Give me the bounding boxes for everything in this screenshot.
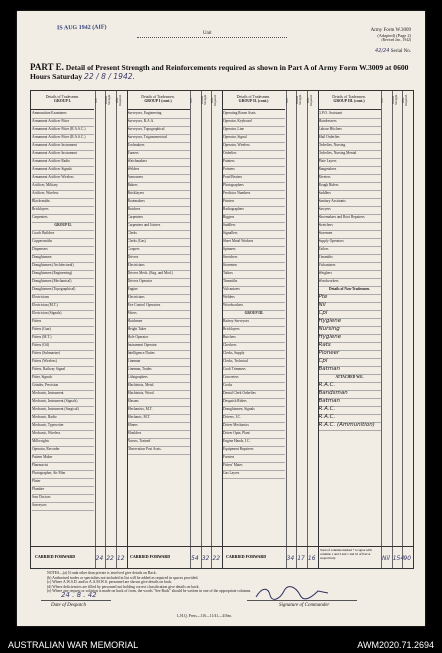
trade-row: Surveyors xyxy=(32,502,94,511)
trade-row: Operator, Wireless xyxy=(223,142,285,151)
trade-row: Mechanic, Instrument (Surgical) xyxy=(32,406,94,415)
header-posted-g2: Posted Strength. xyxy=(199,94,207,106)
header-we-g4: W.E. xyxy=(380,97,384,103)
trade-row: Clerks xyxy=(128,230,190,239)
strength-table xyxy=(30,90,414,569)
trade-row: Armament Artificer Fitter (R.A.S.C.) xyxy=(32,126,94,135)
header-rfts-g4: Rfts. Required. xyxy=(401,94,409,106)
form-title: Army Form W.3009 xyxy=(370,28,411,33)
header-group3-cont-label: GROUP III. (cont.) xyxy=(333,99,365,104)
trade-row: Riggers xyxy=(223,214,285,223)
group3-heading: GROUP III. xyxy=(223,310,285,319)
header-group1-label: GROUP I. xyxy=(54,99,71,104)
trade-row: Supply Operators xyxy=(319,238,381,247)
despatch-date: 24 . 8 . 42 xyxy=(61,591,97,599)
attached-heading: ATTACHED W.E. xyxy=(319,374,381,383)
trade-row: Stretchers xyxy=(319,222,381,231)
trade-row: Lineman xyxy=(128,358,190,367)
header-posted-g1: Posted Strength. xyxy=(104,94,112,106)
trade-row: Fitters xyxy=(128,310,190,319)
trade-row: Armourers xyxy=(128,174,190,183)
header-we-g2: W.E. xyxy=(189,97,193,103)
trade-row: Drivers Operator xyxy=(128,278,190,287)
trade-row: Pond Beaters xyxy=(223,174,285,183)
trade-row: Carpenters xyxy=(128,214,190,223)
trade-row: Sawyers xyxy=(319,206,381,215)
trade-row: Fitters (M.T.) xyxy=(32,334,94,343)
note-a: NOTES—(a) If rank other than private is involved give details on Back. xyxy=(47,571,157,575)
attached-entry: R.A.C. xyxy=(319,382,381,391)
total-g4-we: Nil xyxy=(382,555,390,562)
trade-row: Concreters xyxy=(223,374,285,383)
trade-row: Carpenters xyxy=(32,214,94,223)
trade-row: Grinder, Precision xyxy=(32,382,94,391)
trade-row: Draughtsmen, Signals xyxy=(223,406,285,415)
trade-row: Butchers xyxy=(128,206,190,215)
trade-row: Storemen xyxy=(319,230,381,239)
trade-row: Operating Room Assts. xyxy=(223,110,285,119)
caption-bar xyxy=(0,637,442,653)
trade-row: Surveyors, Engineering xyxy=(128,110,190,119)
trade-row: Vulcanizers xyxy=(223,286,285,295)
header-group2-cont xyxy=(222,91,285,110)
trade-row: Cooks xyxy=(223,382,285,391)
trade-row: Fire Control Operators xyxy=(128,302,190,311)
trade-row: Orderlies, Nursing xyxy=(319,142,381,151)
trade-row: Blacksmiths xyxy=(32,198,94,207)
trade-row: Weighers xyxy=(319,270,381,279)
trade-row: Mechanic, Typewriter xyxy=(32,422,94,431)
form-revised: (Revised Jan., 1942) xyxy=(381,38,411,43)
trade-row: Watchmakers xyxy=(128,158,190,167)
trade-row: Hatchmen xyxy=(128,318,190,327)
trade-row: Drivers xyxy=(128,254,190,263)
trade-row: Armament Artificer Instrument xyxy=(32,142,94,151)
header-group2-cont-label: GROUP II. (cont.) xyxy=(238,99,269,104)
trade-row: Saddlers xyxy=(319,190,381,199)
title-date: 22 / 8 / 1942. xyxy=(84,72,136,81)
form-subtitle: (Adapted) (Page 2) xyxy=(377,33,411,39)
trade-row: Tailors xyxy=(319,246,381,255)
trade-row: Electricians xyxy=(128,262,190,271)
attached-entry: R.A.C. (Ammunition) xyxy=(319,422,381,431)
trade-row: Surveyors, Topographical xyxy=(128,126,190,135)
trade-row: Draughtsmen (Topographical) xyxy=(32,286,94,295)
part-e-title xyxy=(30,63,410,81)
trade-row: Lithographers xyxy=(128,374,190,383)
trade-row: Fitters (Submarine) xyxy=(32,350,94,359)
trade-row: Labour Hitchers xyxy=(319,126,381,135)
trade-row: Armament Artificer Signals xyxy=(32,166,94,175)
trade-row: Observation Post Assts. xyxy=(128,446,190,455)
trade-row: Mechanic, Instrument (Signals) xyxy=(32,398,94,407)
trade-row: Plumber xyxy=(32,486,94,495)
trade-row: Engine Hands, I.C. xyxy=(223,438,285,447)
trade-row: Drivers, I.C. xyxy=(223,414,285,423)
header-group3-cont xyxy=(318,91,381,110)
trade-row: Gas Layers xyxy=(223,470,285,479)
trade-row: Fitters (Oil) xyxy=(32,342,94,351)
trade-row: Hairdressers xyxy=(319,118,381,127)
trade-row: Drivers Mech. (Eng. and Mod.) xyxy=(128,270,190,279)
header-group1-cont-label: GROUP I (cont.) xyxy=(144,99,172,104)
trade-row: Hole Operator xyxy=(128,334,190,343)
total-g2-we: 54 xyxy=(191,555,199,562)
unit-label: Unit xyxy=(203,31,212,36)
header-we-g1: W.E. xyxy=(93,97,98,103)
non-tradesmen-heading: Details of Non-Tradesmen. xyxy=(319,286,381,295)
trade-row: G.P.O. Assistant xyxy=(319,110,381,119)
trade-row: Electricians xyxy=(32,294,94,303)
trade-row: Coach Builders xyxy=(32,230,94,239)
title-text: Detail of Present Strength and Reinforcements required as shown in Part A of Army Form W.3009 at 0600 Hours Saturday xyxy=(30,63,409,81)
trade-row: Equipment Repairers xyxy=(223,446,285,455)
trade-row: Photographers xyxy=(223,182,285,191)
trade-row: Armament Artificer Radio xyxy=(32,158,94,167)
caption-right: AWM2020.71.2694 xyxy=(357,640,434,650)
trade-row: Moulders xyxy=(128,430,190,439)
trade-row: Electrician (Signals) xyxy=(32,310,94,319)
trade-row: Surveyors, Trigonometrical xyxy=(128,134,190,143)
trade-row: Woodworkers xyxy=(223,302,285,311)
non-tradesman-entry: Pte xyxy=(319,294,381,303)
trade-row: Photographer, Air Film xyxy=(32,470,94,479)
trade-row: Vulcanizers xyxy=(319,262,381,271)
trade-row: Ammunition Examiners xyxy=(32,110,94,119)
trade-row: Draughtsmen (Engineering) xyxy=(32,270,94,279)
trade-row: Battery Surveyors xyxy=(223,318,285,327)
trade-row: Coopers xyxy=(128,246,190,255)
serial-value: 42/24 xyxy=(375,48,390,54)
trade-row: Draughtsmen xyxy=(32,254,94,263)
trade-row: Clerks, Supply xyxy=(223,350,285,359)
trade-row: Armament Artificer Fitter (R.A.S.C.) xyxy=(32,134,94,143)
trade-row: Clerks, Technical xyxy=(223,358,285,367)
trade-row: Woodworkers xyxy=(319,278,381,287)
trade-row: Operator, Line xyxy=(223,126,285,135)
trade-row: Fitters' Mates xyxy=(223,462,285,471)
carried-forward-label-3: CARRIED FORWARD xyxy=(226,554,267,559)
trade-row: Fitters xyxy=(32,318,94,327)
trade-row: Bakers xyxy=(128,182,190,191)
trade-row: Fitters, Railway Signal xyxy=(32,366,94,375)
header-rfts-g2: Rfts. Required. xyxy=(210,94,218,106)
form-reference xyxy=(321,28,411,44)
serial-label: Serial No. xyxy=(390,49,411,54)
non-tradesman-entry: Hygiene xyxy=(319,334,381,343)
trade-row: Masons xyxy=(128,398,190,407)
trade-row: Operator, Signal xyxy=(223,134,285,143)
total-g1-rfts: 12 xyxy=(116,555,125,562)
trade-row: Storemen xyxy=(223,262,285,271)
trade-row: Dispensers xyxy=(32,246,94,255)
trade-row: Pattern Maker xyxy=(32,454,94,463)
trade-row: Mail Orderlies xyxy=(319,134,381,143)
total-g2-posted: 32 xyxy=(201,555,210,562)
note-e: (e) Where any request or solution is made on back of form, the words "See Back" should be written in one of the appropriate columns. xyxy=(47,589,252,593)
non-tradesman-entry: Nil xyxy=(319,302,381,311)
trade-row: Height Taker xyxy=(128,326,190,335)
trade-row: Stretchers xyxy=(223,254,285,263)
signature-label: Signature of Commander xyxy=(279,603,330,608)
trade-row: Butchers xyxy=(223,334,285,343)
trade-row: Toolmakers xyxy=(128,142,190,151)
trade-row: Spinners xyxy=(223,246,285,255)
trade-row: Lineman, Trades xyxy=(128,366,190,375)
trade-row: Driver Optn, Plant xyxy=(223,430,285,439)
header-rfts-g1: Rfts. Required. xyxy=(114,94,123,106)
group2-heading: GROUP II. xyxy=(32,222,94,231)
header-trades-label: Details of Tradesmen. xyxy=(141,95,175,99)
total-g3-posted: 17 xyxy=(297,555,305,562)
trade-row: Rangetakers xyxy=(319,166,381,175)
trade-row: Fitter, Signals xyxy=(32,374,94,383)
trade-row: Miners xyxy=(128,422,190,431)
trade-row: Welders xyxy=(128,166,190,175)
total-g1-we: 24 xyxy=(95,555,104,562)
header-group1 xyxy=(31,91,94,110)
trade-row: Orderlies, Nursing Mental xyxy=(319,150,381,159)
trade-row: Despatch Riders xyxy=(223,398,285,407)
trade-row: Printers xyxy=(223,198,285,207)
trade-row: Operator, Keyboard xyxy=(223,118,285,127)
trade-row: Electrician (M.T.) xyxy=(32,302,94,311)
trade-row: Armament Artificer Instrument xyxy=(32,150,94,159)
trade-row: Intelligence Duties xyxy=(128,350,190,359)
trade-row: Fitters (Wireless) xyxy=(32,358,94,367)
trade-row: Radiographers xyxy=(223,206,285,215)
total-g1-posted: 22 xyxy=(106,555,114,562)
attached-entry: R.A.C. xyxy=(319,406,381,415)
trade-row: Saddlers xyxy=(223,222,285,231)
caption-left: AUSTRALIAN WAR MEMORIAL xyxy=(8,640,139,650)
trade-row: Draughtsmen (Architectural) xyxy=(32,262,94,271)
part-label: PART E. xyxy=(30,62,64,72)
non-tradesman-entry: Nursing xyxy=(319,326,381,335)
attached-entry: Batman xyxy=(319,398,381,407)
trade-row: Turners xyxy=(128,150,190,159)
header-posted-g3: Posted Strength. xyxy=(295,94,303,106)
header-group1-cont xyxy=(127,91,190,110)
trade-row: Artificer, Military xyxy=(32,182,94,191)
trade-row: Pointers xyxy=(223,166,285,175)
trade-row: Machinists, Metal xyxy=(128,382,190,391)
trade-row: Cook Trimmers xyxy=(223,366,285,375)
trade-row: Artificer, Wireless xyxy=(32,190,94,199)
trade-row: Electricians xyxy=(128,294,190,303)
total-g4-rfts: 90 xyxy=(403,555,412,562)
trade-row: Predictor Numbers xyxy=(223,190,285,199)
trade-row: Mechanic, Instrument xyxy=(32,390,94,399)
note-c: (c) Where A.W.S.D. and/or A.A.M.W.S. personnel are shown give details on back. xyxy=(47,580,173,584)
carried-forward-label-2: CARRIED FORWARD xyxy=(130,554,171,559)
commander-signature xyxy=(252,585,332,601)
columns-note: Total of columns marked * to agree with columns 1 and 3 and 1 and 10 of Part A respectively. xyxy=(320,548,372,560)
trade-row: Bricklayers xyxy=(128,190,190,199)
attached-entry: R.A.C. xyxy=(319,414,381,423)
trade-row: Saw Doctors xyxy=(32,494,94,503)
trade-row: Driver Mechanics xyxy=(223,422,285,431)
non-tradesman-entry: Rats xyxy=(319,342,381,351)
non-tradesman-entry: Cpl xyxy=(319,310,381,319)
trade-row: Signallers xyxy=(223,230,285,239)
trade-row: Plate Layers xyxy=(319,158,381,167)
trade-row: Armament Artificer Fitter xyxy=(32,118,94,127)
trade-row: Clerks (Gas) xyxy=(128,238,190,247)
trade-row: Painters xyxy=(223,158,285,167)
trade-row: Surveyors, R.A.A. xyxy=(128,118,190,127)
note-b: (b) Authorised trades or specialists not included in list will be added as required in spaces provided. xyxy=(47,575,199,580)
trade-row: Millwrights xyxy=(32,438,94,447)
non-tradesman-entry: Hygiene xyxy=(319,318,381,327)
trade-row: Draughtsmen (Mechanical) xyxy=(32,278,94,287)
trade-row: Bricklayers xyxy=(32,206,94,215)
trade-row: Farriers xyxy=(223,454,285,463)
despatch-label: Date of Despatch xyxy=(51,603,86,608)
trade-row: Tinsmiths xyxy=(223,278,285,287)
header-rfts-g3: Rfts. Required. xyxy=(305,94,314,106)
carried-forward-row xyxy=(31,546,413,569)
trade-row: Coppersmiths xyxy=(32,238,94,247)
trade-row: Mechanic, Radio xyxy=(32,414,94,423)
trade-row: Dental Clerk Orderlies xyxy=(223,390,285,399)
printer-line: L.H.Q. Press—116—11/41—416m. xyxy=(177,614,232,618)
trade-row: Bootmakers xyxy=(128,198,190,207)
unit-line xyxy=(137,37,287,38)
total-g2-rfts: 22 xyxy=(212,555,221,562)
trade-row: Mechanists, M.T. xyxy=(128,406,190,415)
trade-row: Operator, Recorder xyxy=(32,446,94,455)
trade-row: Fitters (Gun) xyxy=(32,326,94,335)
trade-row: Sanitary Assistants xyxy=(319,198,381,207)
trade-row: Bricklayers xyxy=(223,326,285,335)
header-trades-label: Details of Tradesmen. xyxy=(332,95,366,99)
despatch-line xyxy=(41,600,111,601)
trade-row: Armament Artificer Wireless xyxy=(32,174,94,183)
header-we-g3: W.E. xyxy=(284,97,289,103)
header-trades-label: Details of Tradesmen. xyxy=(236,95,271,99)
note-d: (d) Where deficiencies are filled by personnel not holding correct classification give details on back. xyxy=(47,584,200,589)
notes xyxy=(47,571,397,594)
trade-row: Riveters xyxy=(319,174,381,183)
total-g3-rfts: 16 xyxy=(307,555,316,562)
header-posted-g4: Posted Strength. xyxy=(390,94,398,106)
trade-row: Engine xyxy=(128,286,190,295)
trade-row: Plater xyxy=(32,478,94,487)
trade-row: Carpenters and Joiners xyxy=(128,222,190,231)
attached-entry: Bandsman xyxy=(319,390,381,399)
trade-row: Pharmacist xyxy=(32,462,94,471)
trade-row: Nurses, Trained xyxy=(128,438,190,447)
signature-line xyxy=(247,600,357,601)
trade-row: Machinists, Wood xyxy=(128,390,190,399)
document-page xyxy=(17,11,425,626)
trade-row: Tailors xyxy=(223,270,285,279)
trade-row: Sheet Metal Workers xyxy=(223,238,285,247)
trade-row: Orderlies xyxy=(223,150,285,159)
header-trades-label: Details of Tradesmen. xyxy=(45,95,80,99)
trade-row: Checkers xyxy=(223,342,285,351)
trade-row: Rough Riders xyxy=(319,182,381,191)
trade-row: Instrument Operator xyxy=(128,342,190,351)
trade-row: Mechanic, M.T. xyxy=(128,414,190,423)
trade-row: Tinsmiths xyxy=(319,254,381,263)
total-g3-we: 34 xyxy=(286,555,295,562)
serial-number xyxy=(375,48,411,54)
unit-stamp: IS AUG 1942 (AIF) xyxy=(56,24,107,32)
trade-row: Mechanic, Wireless xyxy=(32,430,94,439)
non-tradesman-entry: Pioneer xyxy=(319,350,381,359)
carried-forward-label-1: CARRIED FORWARD xyxy=(35,554,76,559)
non-tradesman-entry: Batman xyxy=(319,366,381,375)
trade-row: Welders xyxy=(223,294,285,303)
total-g4-posted: 154 xyxy=(392,555,405,562)
non-tradesman-entry: Cpl xyxy=(319,358,381,367)
trade-row: Shoemakers and Boot Repairers xyxy=(319,214,381,223)
